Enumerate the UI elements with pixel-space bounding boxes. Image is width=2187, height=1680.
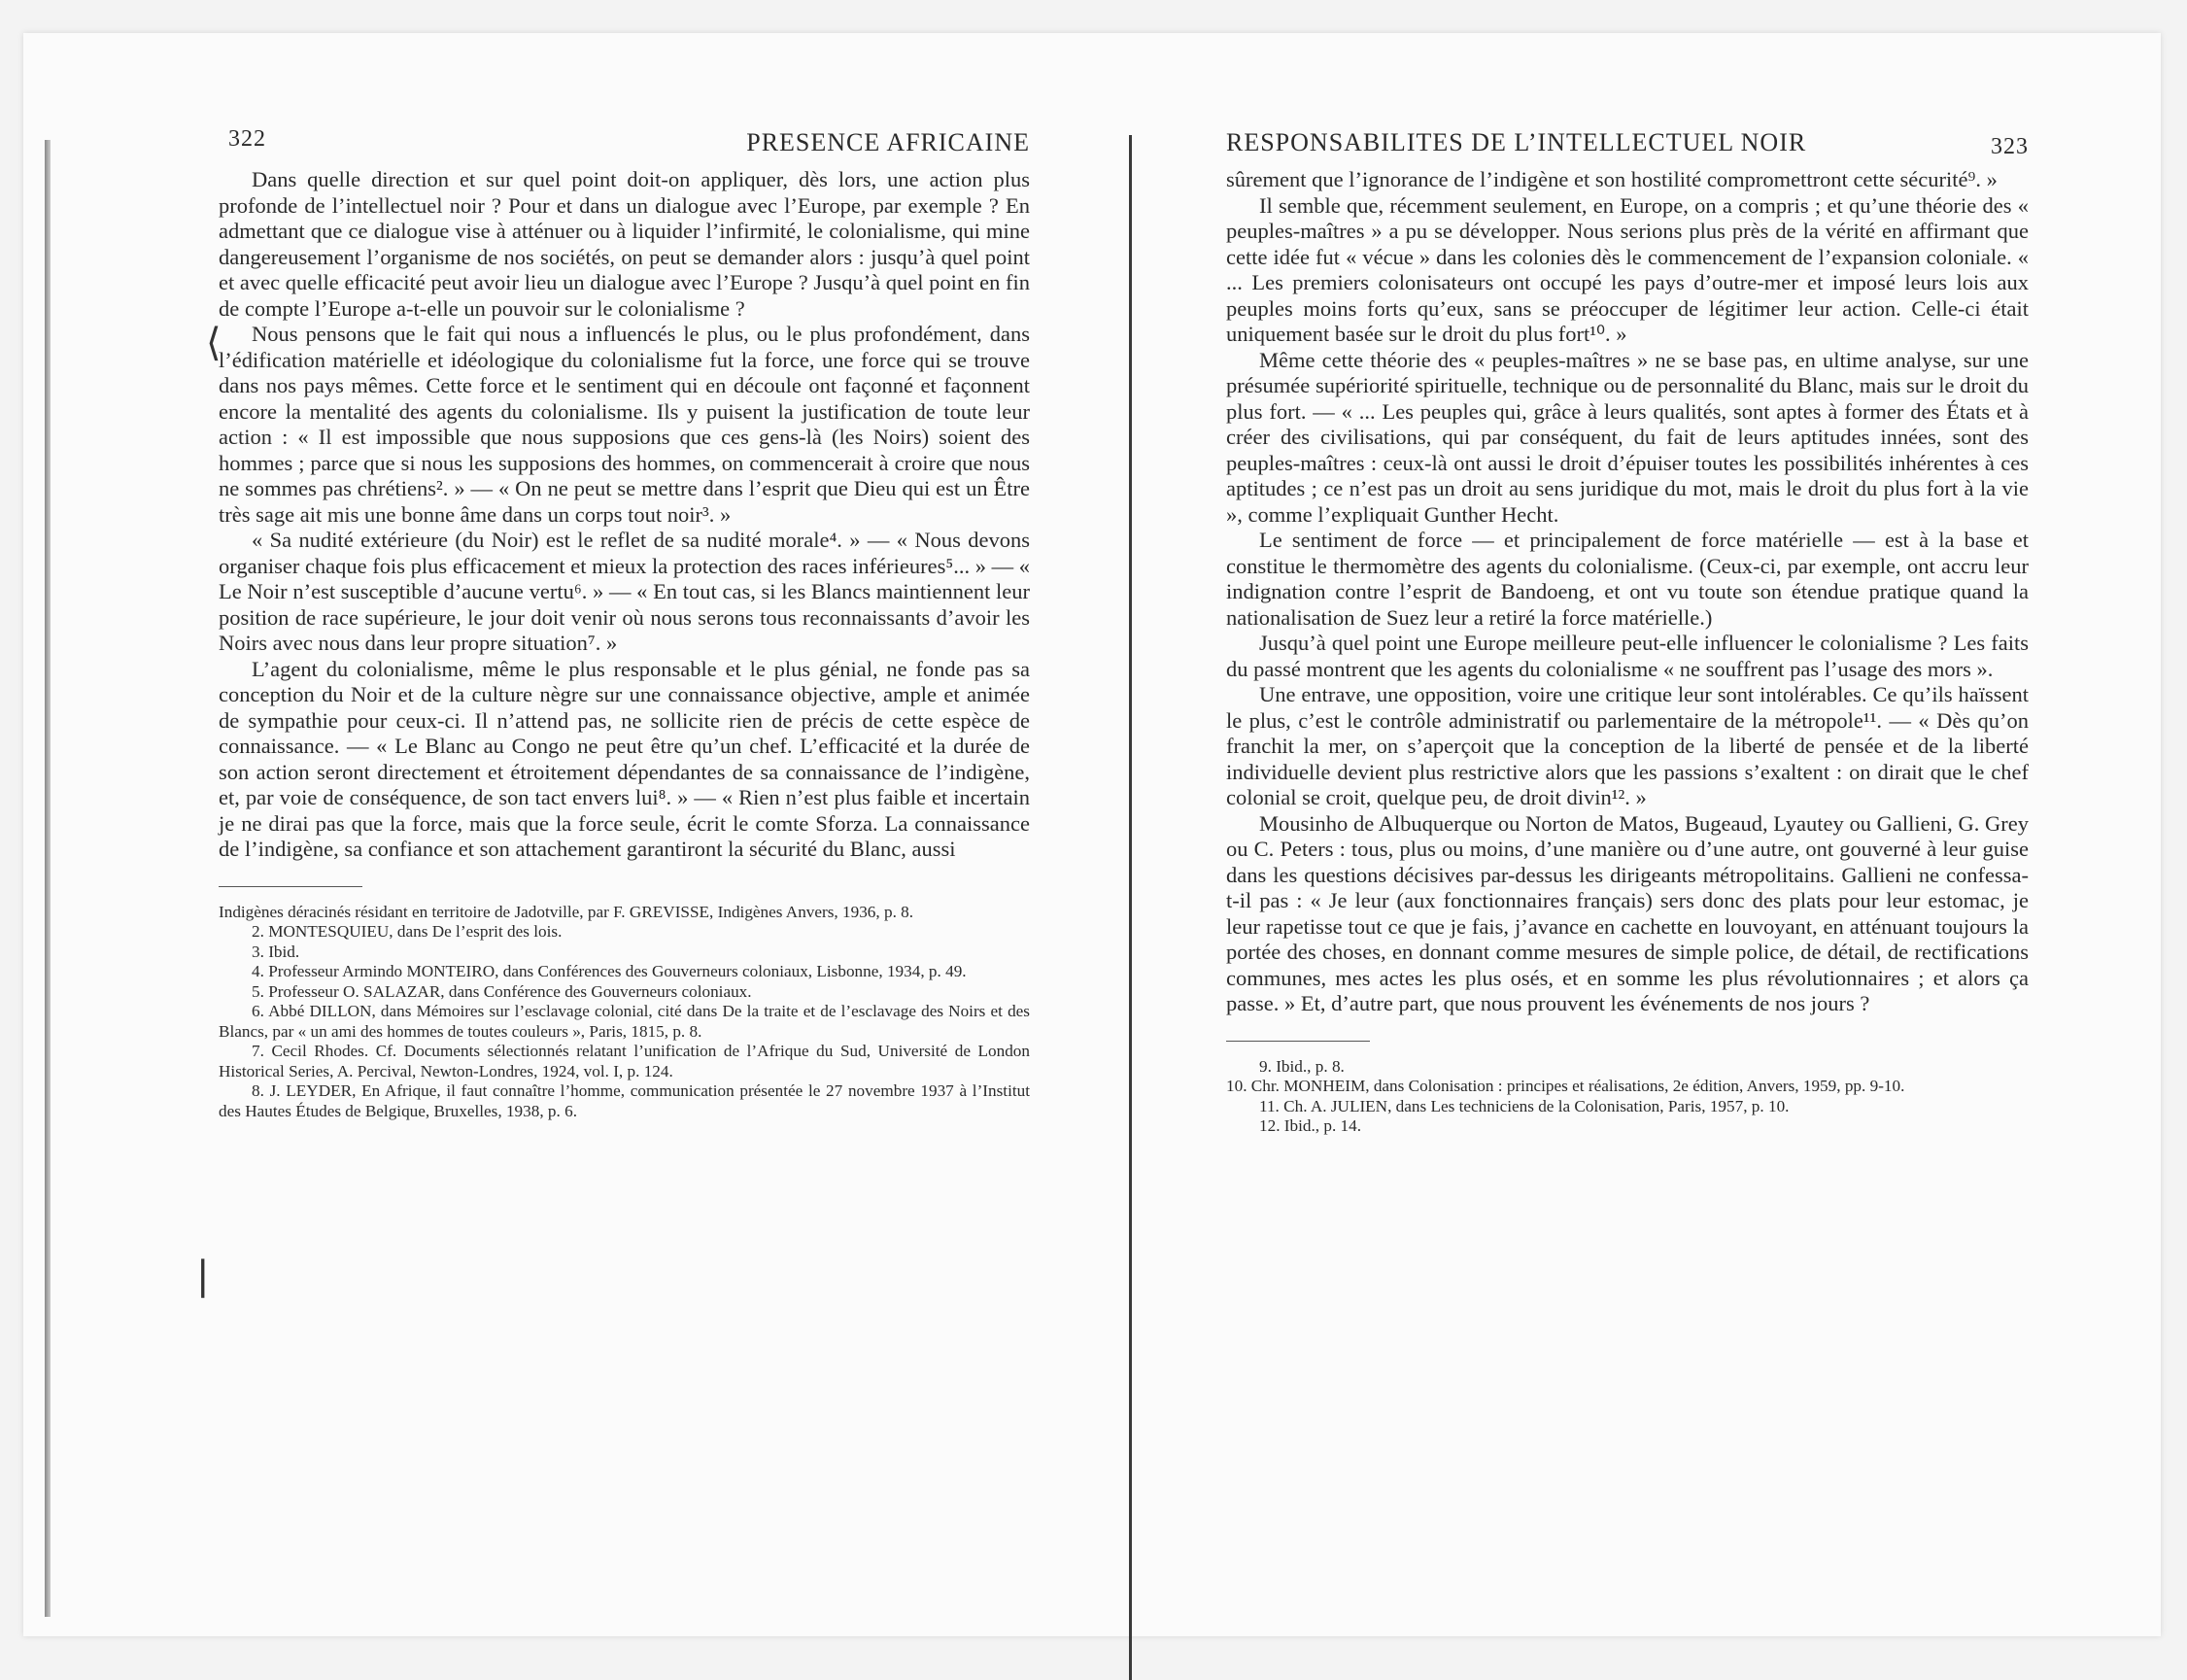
footnote: 10. Chr. MONHEIM, dans Colonisation : principes et réalisations, 2e édition, Anvers, 1959, pp. 9-10.: [1226, 1077, 1905, 1095]
book-spine: [1129, 135, 1132, 1680]
left-page-number: 322: [228, 126, 266, 152]
right-footnotes: [1226, 1057, 2029, 1137]
paragraph: Il semble que, récemment seulement, en Europe, on a compris ; et qu’une théorie des « peuples-maîtres » a pu se développer. Nous serions plus près de la vérité en affirmant que cette idée fut « vécue » dans les colonies dès le commencement de l’expansion coloniale. « ... Les premiers colonisateurs ont occupé les pays d’outre-mer et imposé leurs lois aux peuples moins forts qu’eux, sans se préoccuper de légitimer leur action. Celle-ci était uniquement basée sur le droit du plus fort¹⁰. »: [1226, 192, 2029, 346]
paragraph: Même cette théorie des « peuples-maîtres » ne se base pas, en ultime analyse, sur une présumée supériorité spirituelle, technique ou de personnalité du Blanc, mais sur le droit du plus fort. — « ... Les peuples qui, grâce à leurs qualités, sont aptes à former des États et à créer des civilisations, qui par conséquent, du fait de leurs aptitudes innées, sont des peuples-maîtres : ceux-là ont aussi le droit d’épuiser toutes les possibilités inhérentes à ces aptitudes ; ce n’est pas un droit au sens juridique du mot, mais le droit du plus fort à la vie », comme l’expliquait Gunther Hecht.: [1226, 347, 2029, 527]
footnote-rule: [219, 886, 362, 887]
paragraph: Nous pensons que le fait qui nous a influencés le plus, ou le plus profondément, dans l’édification matérielle et idéologique du colonialisme fut la force, une force qui se trouve dans nos pays mêmes. Cette force et le sentiment qui en découle ont façonné et façonnent encore la mentalité des agents du colonialisme. Ils y puisent la justification de toute leur action : « Il est impossible que nous supposions que ces gens-là (les Noirs) soient des hommes ; parce que si nous les supposions des hommes, on commencerait à croire que nous ne sommes pas chrétiens². » — « On ne peut se mettre dans l’esprit que Dieu qui est un Être très sage ait mis une bonne âme dans un corps tout noir³. »: [219, 322, 1030, 527]
left-running-title: PRESENCE AFRICAINE: [746, 128, 1030, 156]
footnote: 9. Ibid., p. 8.: [1259, 1056, 1345, 1076]
right-page-number: 323: [1991, 134, 2029, 159]
right-page-body: [1226, 167, 2029, 1017]
paragraph: « Sa nudité extérieure (du Noir) est le reflet de sa nudité morale⁴. » — « Nous devons organiser chaque fois plus efficacement et mieux la protection des races inférieures⁵... » — « Le Noir n’est susceptible d’aucune vertu⁶. » — « En tout cas, si les Blancs maintiennent leur position de race supérieure, le jour doit venir où nous serons tous reconnaissants d’avoir les Noirs avec nous dans leur propre situation⁷. »: [219, 528, 1030, 655]
footnote: 11. Ch. A. JULIEN, dans Les techniciens de la Colonisation, Paris, 1957, p. 10.: [1259, 1096, 1790, 1115]
paragraph: Mousinho de Albuquerque ou Norton de Matos, Bugeaud, Lyautey ou Gallieni, G. Grey ou C. Peters : tous, plus ou moins, d’une manière ou d’une autre, ont gouverné à leur guise dans les questions décisives par-dessus les dirigeants métropolitains. Gallieni ne confessa-t-il pas : « Je leur (aux fonctionnaires français) sers donc des plats pour leur estomac, je leur rapetisse tout ce que je fais, j’avance en cachette en louvoyant, en atténuant toujours la portée des choses, en donnant comme mesures de simple police, de détail, de rectifications communes, mes actes les plus osés, et en somme les plus révolutionnaires ; et alors ça passe. » Et, d’autre part, que nous prouvent les événements de nos jours ?: [1226, 810, 2029, 1015]
right-page-header: [1226, 126, 2029, 167]
footnote: 5. Professeur O. SALAZAR, dans Conférence des Gouverneurs coloniaux.: [252, 981, 752, 1001]
paragraph: L’agent du colonialisme, même le plus responsable et le plus génial, ne fonde pas sa conception du Noir et de la culture nègre sur une connaissance objective, ample et animée de sympathie pour ceux-ci. Il n’attend pas, ne sollicite rien de précis de cette espèce de connaissance. — « Le Blanc au Congo ne peut être qu’un chef. L’efficacité et la durée de son action seront directement et étroitement dépendantes de sa connaissance de l’indigène, et, par voie de conséquence, de son tact envers lui⁸. » — « Rien n’est plus faible et incertain je ne dirai pas que la force, mais que la force seule, écrit le comte Sforza. La connaissance de l’indigène, sa confiance et son attachement garantiront la sécurité du Blanc, aussi: [219, 656, 1030, 861]
right-page: [1226, 126, 2029, 1137]
left-page: [219, 126, 1030, 1121]
footnote: 8. J. LEYDER, En Afrique, il faut connaître l’homme, communication présentée le 27 novembre 1937 à l’Institut des Hautes Études de Belgique, Bruxelles, 1938, p. 6.: [219, 1081, 1030, 1120]
footnote: 3. Ibid.: [252, 942, 300, 961]
paragraph: Le sentiment de force — et principalement de force matérielle — est à la base et constitue le thermomètre des agents du colonialisme. (Ceux-ci, par exemple, ont accru leur indignation contre l’esprit de Bandoeng, et ont vu toute son étendue pratique quand la nationalisation de Suez leur a retiré la force matérielle.): [1226, 528, 2029, 630]
left-page-header: [219, 126, 1030, 167]
paragraph: Une entrave, une opposition, voire une critique leur sont intolérables. Ce qu’ils haïssent le plus, c’est le contrôle administratif ou parlementaire de la métropole¹¹. — « Dès qu’on franchit la mer, on s’aperçoit que la conception de la liberté de pensée et de la liberté individuelle devient plus restrictive alors que les passions s’exaltent : on dirait que le chef colonial se croit, quelque peu, de droit divin¹². »: [1226, 682, 2029, 809]
right-running-title: RESPONSABILITES DE L’INTELLECTUEL NOIR: [1226, 128, 1807, 156]
page-edge: [45, 140, 51, 1617]
paragraph: sûrement que l’ignorance de l’indigène et son hostilité compromettront cette sécurité⁹. »: [1226, 167, 1998, 191]
footnote: 6. Abbé DILLON, dans Mémoires sur l’esclavage colonial, cité dans De la traite et de l’esclavage des Noirs et des Blancs, par « un ami des hommes de toutes couleurs », Paris, 1815, p. 8.: [219, 1002, 1030, 1041]
footnote: 2. MONTESQUIEU, dans De l’esprit des lois.: [252, 922, 563, 941]
footnote-rule: [1226, 1041, 1370, 1042]
paragraph: Jusqu’à quel point une Europe meilleure peut-elle influencer le colonialisme ? Les faits du passé montrent que les agents du colonialisme « ne souffrent pas l’usage des mors ».: [1226, 631, 2029, 681]
margin-bracket-mark: |: [196, 1253, 210, 1298]
paragraph: Dans quelle direction et sur quel point doit-on appliquer, dès lors, une action plus profonde de l’intellectuel noir ? Pour et dans un dialogue avec l’Europe, par exemple ? En admettant que ce dialogue vise à atténuer ou à liquider l’infirmité, le colonialisme, qui mine dangereusement l’organisme de nos sociétés, on peut se demander alors : jusqu’à quel point et avec quelle efficacité peut avoir lieu un dialogue avec l’Europe ? Jusqu’à quel point en fin de compte l’Europe a-t-elle un pouvoir sur le colonialisme ?: [219, 167, 1030, 321]
footnote: Indigènes déracinés résidant en territoire de Jadotville, par F. GREVISSE, Indigènes Anvers, 1936, p. 8.: [219, 902, 914, 921]
margin-bracket-mark: ⟨: [206, 321, 222, 365]
footnote: 12. Ibid., p. 14.: [1259, 1116, 1362, 1135]
left-footnotes: [219, 903, 1030, 1122]
footnote: 7. Cecil Rhodes. Cf. Documents sélectionnés relatant l’unification de l’Afrique du Sud, Université de London Historical Series, A. Percival, Newton-Londres, 1924, vol. I, p. 124.: [219, 1042, 1030, 1080]
left-page-body: [219, 167, 1030, 863]
footnote: 4. Professeur Armindo MONTEIRO, dans Conférences des Gouverneurs coloniaux, Lisbonne, 1934, p. 49.: [252, 962, 967, 980]
